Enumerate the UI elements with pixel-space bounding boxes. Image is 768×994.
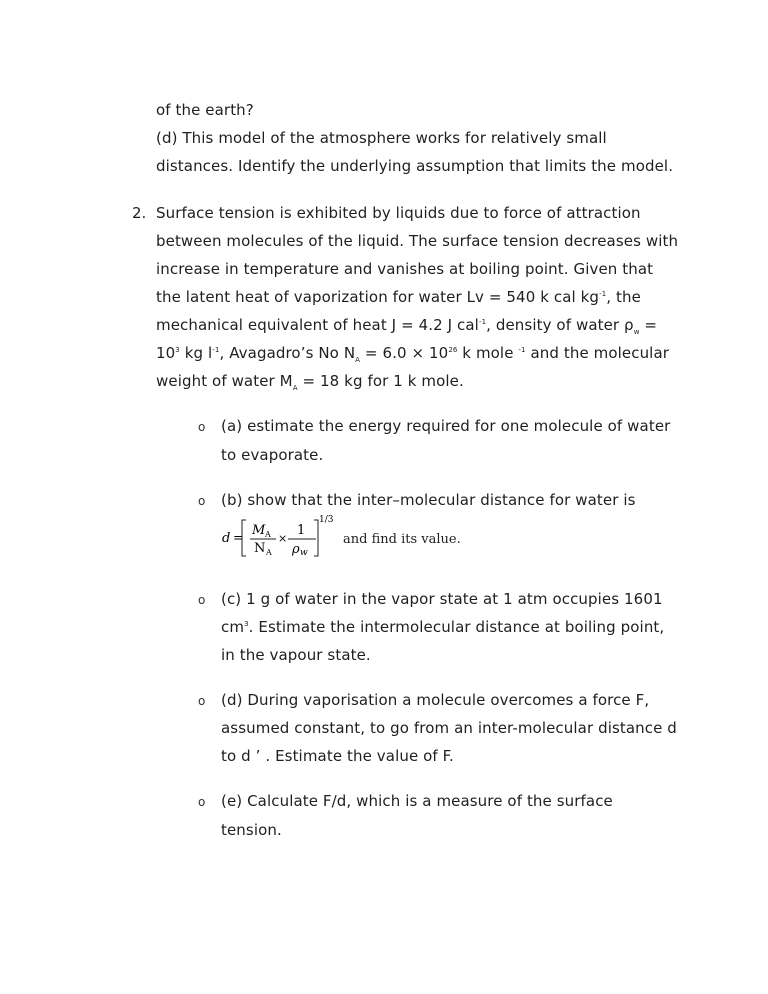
q2-line-5 <box>156 315 657 335</box>
formula-na: N <box>254 541 266 556</box>
q2-line-6-sup-4: -1 <box>518 346 526 354</box>
bullet-d: o <box>198 694 206 708</box>
bullet-a: o <box>198 420 206 434</box>
q2-line-7 <box>156 371 464 391</box>
q2-line-6-sub: A <box>355 356 361 364</box>
q1-tail-line-1: of the earth? <box>156 101 254 119</box>
q2-line-6-text-d: = 6.0 × 10 <box>360 344 449 362</box>
q2-line-5-text-c: = <box>639 316 658 334</box>
part-d-line-3: to d ’ . Estimate the value of F. <box>221 747 454 765</box>
formula-ma: M <box>252 523 266 538</box>
formula-ma-sub: A <box>265 530 271 539</box>
formula-na-sub: A <box>266 548 272 557</box>
formula-trailing-text: and find its value. <box>343 532 461 547</box>
q2-line-5-sup: -1 <box>478 318 487 326</box>
formula-exponent: 1/3 <box>319 515 334 525</box>
q2-line-6-sup-2: -1 <box>212 346 220 354</box>
bullet-c: o <box>198 593 206 607</box>
q2-line-6 <box>156 343 669 363</box>
bullet-e: o <box>198 795 206 809</box>
part-c-line-2-sup: 3 <box>244 620 249 628</box>
bullet-b: o <box>198 494 206 508</box>
q2-line-2: between molecules of the liquid. The surface tension decreases with <box>156 232 679 250</box>
q2-line-1: Surface tension is exhibited by liquids due to force of attraction <box>156 204 641 222</box>
q1-tail-line-3: distances. Identify the underlying assumption that limits the model. <box>156 157 674 175</box>
q2-line-7-text: weight of water M <box>156 372 293 390</box>
q2-line-6-text-c: , Avagadro’s No N <box>219 344 356 362</box>
part-c-line-2-text-b: . Estimate the intermolecular distance at boiling point, <box>248 618 665 636</box>
formula-equals: = <box>233 531 244 546</box>
part-c-line-1: (c) 1 g of water in the vapor state at 1 atm occupies 1601 <box>221 590 663 608</box>
q2-line-4-text: the latent heat of vaporization for water Lv = 540 k cal kg <box>156 288 600 306</box>
part-b-line-1: (b) show that the inter–molecular distance for water is <box>221 491 636 509</box>
formula-right-bracket <box>314 520 318 556</box>
q2-line-6-text-f: and the molecular <box>525 344 670 362</box>
part-c-line-2 <box>221 617 664 637</box>
q2-line-6-sup-1: 3 <box>175 346 180 354</box>
q2-line-4 <box>156 287 641 307</box>
formula-rho: ρ <box>292 542 300 557</box>
part-c-line-2-text: cm <box>221 618 245 636</box>
q2-line-6-text: 10 <box>156 344 176 362</box>
q2-line-7-text-b: = 18 kg for 1 k mole. <box>297 372 464 390</box>
q2-line-6-text-e: k mole <box>457 344 519 362</box>
q2-line-4-sup: -1 <box>599 290 607 298</box>
part-d-line-2: assumed constant, to go from an inter-molecular distance d <box>221 719 677 737</box>
part-e-line-2: tension. <box>221 821 282 839</box>
q2-line-4-text-b: , the <box>606 288 641 306</box>
part-a-line-2: to evaporate. <box>221 446 324 464</box>
part-d-line-1: (d) During vaporisation a molecule overcomes a force F, <box>221 691 650 709</box>
formula-d: d <box>222 531 231 546</box>
q2-number: 2. <box>132 204 147 222</box>
q2-line-7-sub: A <box>292 384 298 392</box>
q2-line-6-sup-3: 26 <box>448 346 458 354</box>
part-c-line-3: in the vapour state. <box>221 646 371 664</box>
formula-rho-sub: w <box>300 548 308 558</box>
q2-line-5-text: mechanical equivalent of heat J = 4.2 J cal <box>156 316 479 334</box>
part-e-line-1: (e) Calculate F/d, which is a measure of the surface <box>221 792 613 810</box>
formula-one: 1 <box>297 523 306 538</box>
q2-line-5-text-b: , density of water ρ <box>486 316 634 334</box>
q1-tail-line-2: (d) This model of the atmosphere works for relatively small <box>156 129 607 147</box>
q2-line-5-sub: w <box>633 328 640 336</box>
formula-times: × <box>278 532 288 545</box>
q2-line-3: increase in temperature and vanishes at boiling point. Given that <box>156 260 654 278</box>
part-a-line-1: (a) estimate the energy required for one molecule of water <box>221 417 671 435</box>
q2-line-6-text-b: kg l <box>179 344 213 362</box>
